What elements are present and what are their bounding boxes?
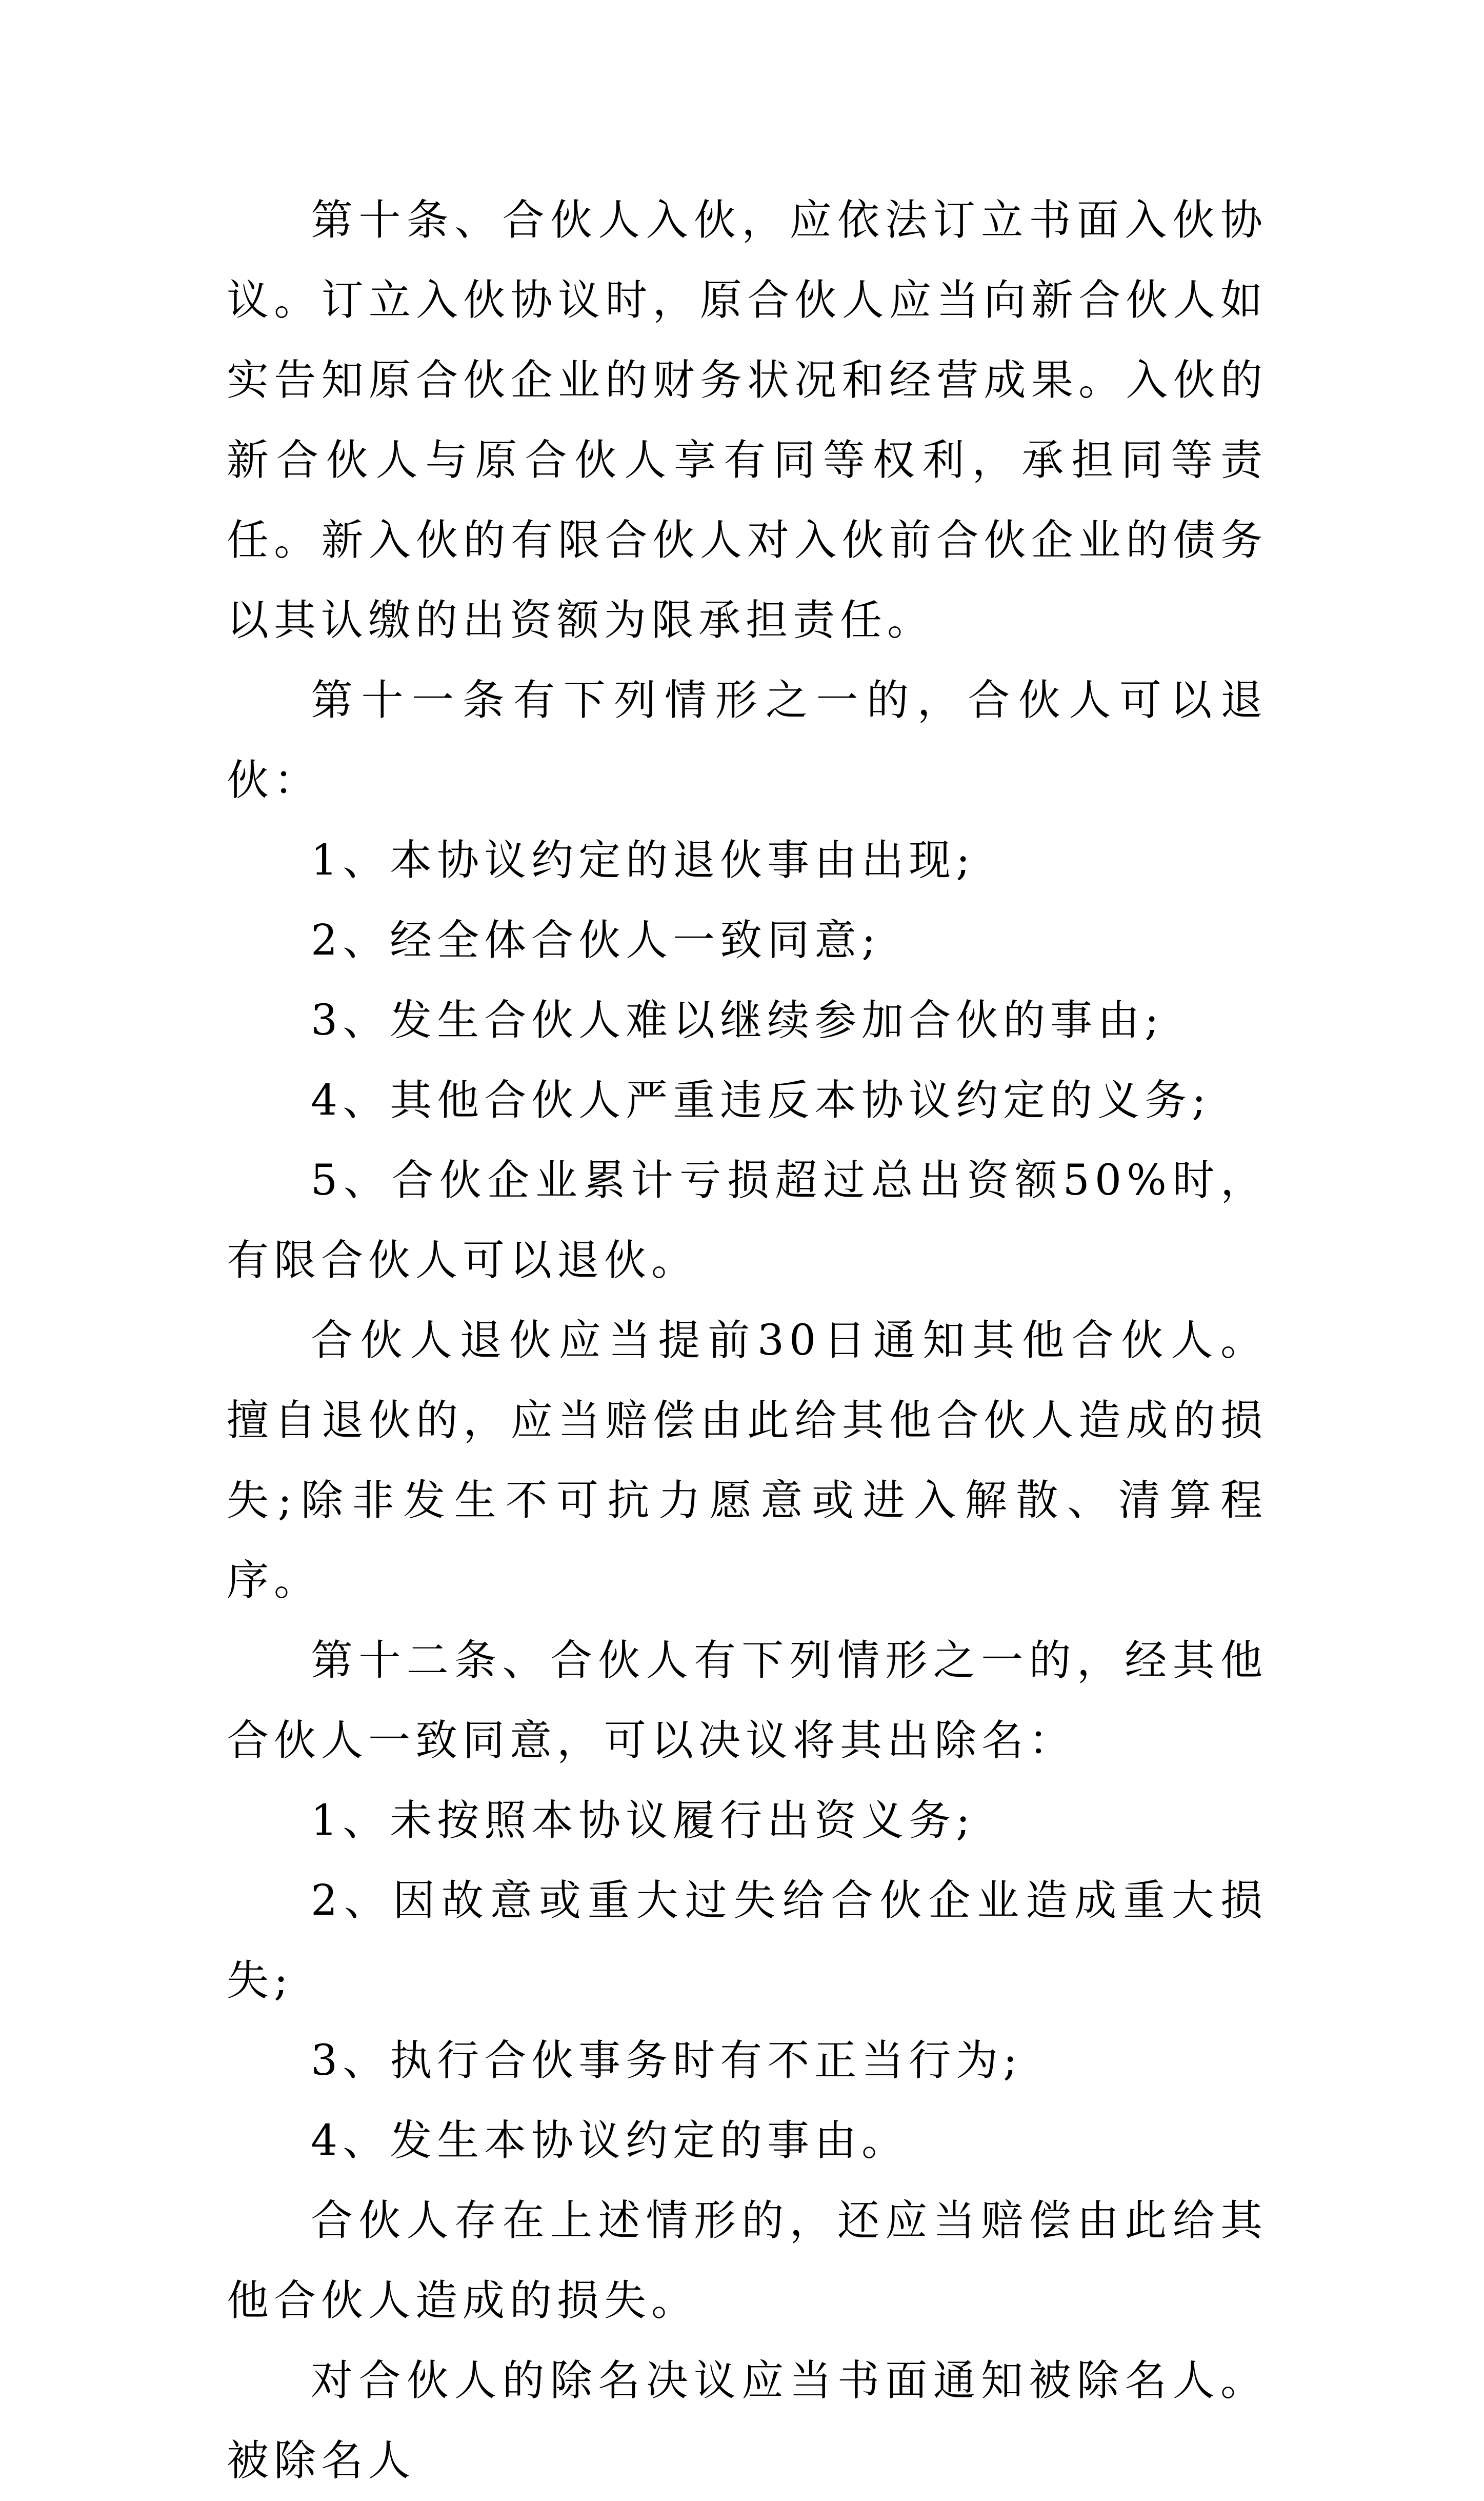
article-11-item-4: 4、其他合伙人严重违反本协议约定的义务; bbox=[311, 1076, 1211, 1125]
article-12-item-3: 3、执行合伙事务时有不正当行为; bbox=[311, 2036, 1022, 2085]
article-12-item-1: 1、未按照本协议履行出资义务; bbox=[311, 1796, 975, 1845]
article-11-item-5: 5、合伙企业累计亏损超过总出资额50%时，有限合伙人可以退伙。 bbox=[227, 1156, 1268, 1285]
article-11-item-1: 1、本协议约定的退伙事由出现; bbox=[311, 836, 975, 885]
expulsion-notice-paragraph: 对合伙人的除名决议应当书面通知被除名人。被除名人 bbox=[227, 2356, 1268, 2485]
article-11-item-3: 3、发生合伙人难以继续参加合伙的事由; bbox=[311, 996, 1164, 1045]
article-12-item-4: 4、发生本协议约定的事由。 bbox=[311, 2116, 909, 2165]
document-body bbox=[227, 181, 1268, 2501]
withdrawal-notice-paragraph: 合伙人退伙应当提前30日通知其他合伙人。擅自退伙的，应当赔偿由此给其他合伙人造成的损失;除非发生不可抗力愿意或进入解散、清算程序。 bbox=[227, 1316, 1268, 1605]
article-11-heading: 第十一条有下列情形之一的，合伙人可以退伙： bbox=[227, 676, 1268, 805]
compensation-paragraph: 合伙人存在上述情形的，还应当赔偿由此给其他合伙人造成的损失。 bbox=[227, 2196, 1268, 2325]
article-12-item-2: 2、因故意或重大过失给合伙企业造成重大损失; bbox=[227, 1876, 1268, 2005]
article-12-heading: 第十二条、合伙人有下列情形之一的，经其他合伙人一致同意，可以决议将其出除名： bbox=[227, 1636, 1268, 1765]
article-11-item-2: 2、经全体合伙人一致同意; bbox=[311, 916, 881, 965]
article-10-paragraph: 第十条、合伙人入伙，应依法订立书面入伙协议。订立入伙协议时，原合伙人应当向新合伙人如实告知原合伙企业的财务状况和经营成果。入伙的新合伙人与原合伙人享有同等权利，承担同等责任。新入伙的有限合伙人对入伙前合伙企业的债务以其认缴的出资额为限承担责任。 bbox=[227, 196, 1268, 645]
